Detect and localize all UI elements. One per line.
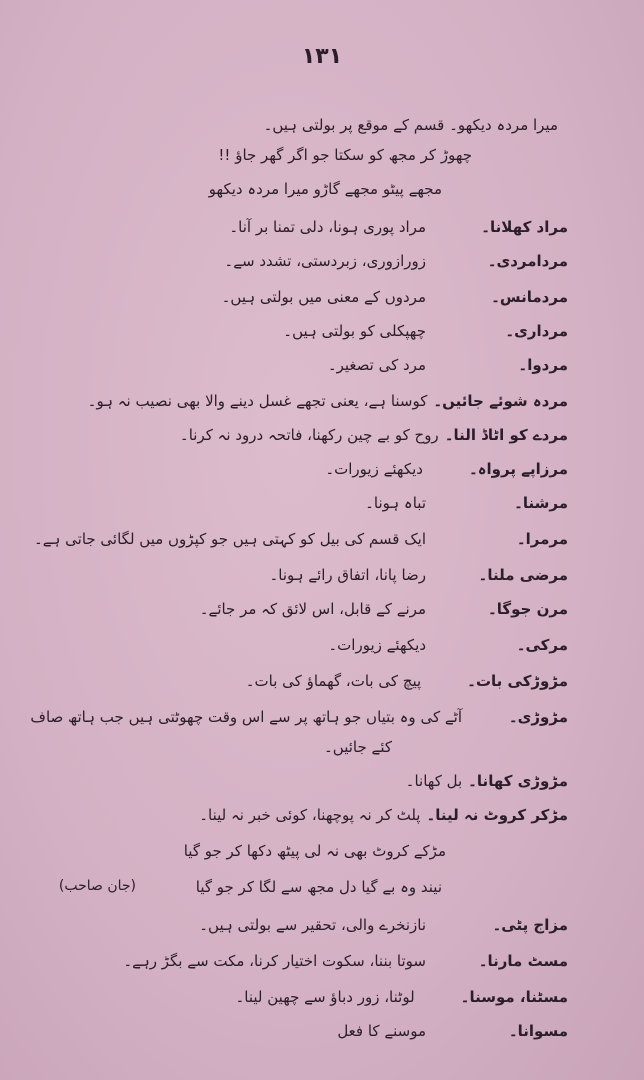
entry-definition: دیکھئے زیورات۔ <box>328 636 426 654</box>
entry-row <box>365 492 568 514</box>
entry-term: مڑوڑی کھانا۔ <box>468 772 568 790</box>
entry-definition: مرنے کے قابل، اس لائق کہ مر جائے۔ <box>199 600 426 618</box>
entry-definition: رضا پانا، اتفاق رائے ہونا۔ <box>269 566 426 584</box>
couplet-line-1: مڑکے کروٹ بھی نہ لی پیٹھ دکھا کر جو گیا <box>183 842 446 860</box>
entry-row <box>406 770 568 792</box>
entry-row <box>222 286 568 308</box>
entry-definition: موسنے کا فعل <box>337 1022 426 1040</box>
entry-term: مردے کو اٹاڈ النا۔ <box>444 426 568 444</box>
entry-definition: زورازوری، زبردستی، تشدد سے۔ <box>224 252 426 270</box>
entry-row <box>328 354 568 376</box>
entry-row <box>337 1020 568 1042</box>
entry-term: مرمرا۔ <box>516 530 568 548</box>
entry-definition: ایک قسم کی بیل کو کہتی ہیں جو کپڑوں میں لگائی جاتی ہے۔ <box>34 530 426 548</box>
entry-term: مرکی۔ <box>516 636 568 654</box>
entry-definition: پیچ کی بات، گھماؤ کی بات۔ <box>245 672 422 690</box>
entry-definition: پلٹ کر نہ پوچھنا، کوئی خبر نہ لینا۔ <box>199 806 421 824</box>
entry-row <box>325 458 568 480</box>
entry-row <box>200 598 568 620</box>
entry-row <box>199 914 568 936</box>
entry-row <box>180 424 568 446</box>
entry-row <box>30 706 568 728</box>
entry-row <box>269 564 568 586</box>
entry-definition: مرد کی تصغیر۔ <box>327 356 426 374</box>
entry-term: مسٹ مارنا۔ <box>478 952 568 970</box>
entry-term: مرشنا۔ <box>514 494 568 512</box>
entry-term: مرضی ملنا۔ <box>478 566 568 584</box>
entry-term: مڑکر کروٹ نہ لینا۔ <box>426 806 568 824</box>
entry-row <box>229 216 568 238</box>
entry-term: مسوانا۔ <box>508 1022 568 1040</box>
entry-definition: مردوں کے معنی میں بولتی ہیں۔ <box>221 288 426 306</box>
entry-definition: لوٹنا، زور دباؤ سے چھین لینا۔ <box>235 988 415 1006</box>
entry-row <box>199 804 568 826</box>
entry-definition: آٹے کی وہ بتیاں جو ہاتھ پر سے اس وقت چھوٹتی ہیں جب ہاتھ صاف <box>30 708 462 726</box>
entry-definition: دیکھئے زیورات۔ <box>325 460 423 478</box>
entry-row <box>34 528 568 550</box>
entry-term: مڑوڑکی بات۔ <box>467 672 568 690</box>
entry-term: مرداری۔ <box>505 322 568 340</box>
entry-row <box>328 634 568 656</box>
entry-definition: سوتا بننا، سکوت اختیار کرنا، مکت سے بگڑ رہے۔ <box>123 952 426 970</box>
entry-definition: بل کھانا۔ <box>405 772 463 790</box>
poet-name: (جان صاحب) <box>58 878 136 894</box>
intro-line: میرا مردہ دیکھو۔ قسم کے موقع پر بولتی ہیں۔ <box>263 116 558 134</box>
entry-term: مرزاپے پرواہ۔ <box>468 460 568 478</box>
entry-term: مردامردی۔ <box>487 252 568 270</box>
entry-term: مڑوڑی۔ <box>508 708 568 726</box>
entry-row <box>283 320 568 342</box>
entry-row <box>88 390 568 412</box>
entry-row <box>246 670 568 692</box>
entry-term: مرن جوگا۔ <box>487 600 568 618</box>
entry-definition: تباہ ہونا۔ <box>365 494 426 512</box>
entry-term: مردمانس۔ <box>491 288 568 306</box>
entry-definition: چھپکلی کو بولتی ہیں۔ <box>283 322 426 340</box>
intro-verse-2: مجھے پیٹو مجھے گاڑو میرا مردہ دیکھو <box>208 180 442 198</box>
entry-row <box>224 250 568 272</box>
entry-row <box>236 986 569 1008</box>
entry-term: مسٹنا، موسنا۔ <box>460 988 568 1006</box>
page-number: ١٣١ <box>301 44 343 69</box>
entry-term: مردہ شوئے جائیں۔ <box>433 392 568 410</box>
entry-continuation: کئے جائیں۔ <box>324 738 392 756</box>
entry-definition: نازنخرے والی، تحقیر سے بولتی ہیں۔ <box>199 916 426 934</box>
entry-row <box>123 950 568 972</box>
entry-term: مراد کھلانا۔ <box>481 218 568 236</box>
entry-term: مردوا۔ <box>518 356 568 374</box>
intro-verse-1: چھوڑ کر مجھ کو سکتا جو اگر گھر جاؤ !! <box>218 146 472 164</box>
entry-term: مزاج پٹی۔ <box>492 916 568 934</box>
entry-definition: کوسنا ہے، یعنی تجھے غسل دینے والا بھی نصیب نہ ہو۔ <box>87 392 428 410</box>
couplet-line-2: نیند وہ بے گیا دل مجھ سے لگا کر جو گیا <box>195 878 442 896</box>
entry-definition: روح کو بے چین رکھنا، فاتحہ درود نہ کرنا۔ <box>179 426 439 444</box>
entry-definition: مراد پوری ہونا، دلی تمنا بر آنا۔ <box>229 218 426 236</box>
